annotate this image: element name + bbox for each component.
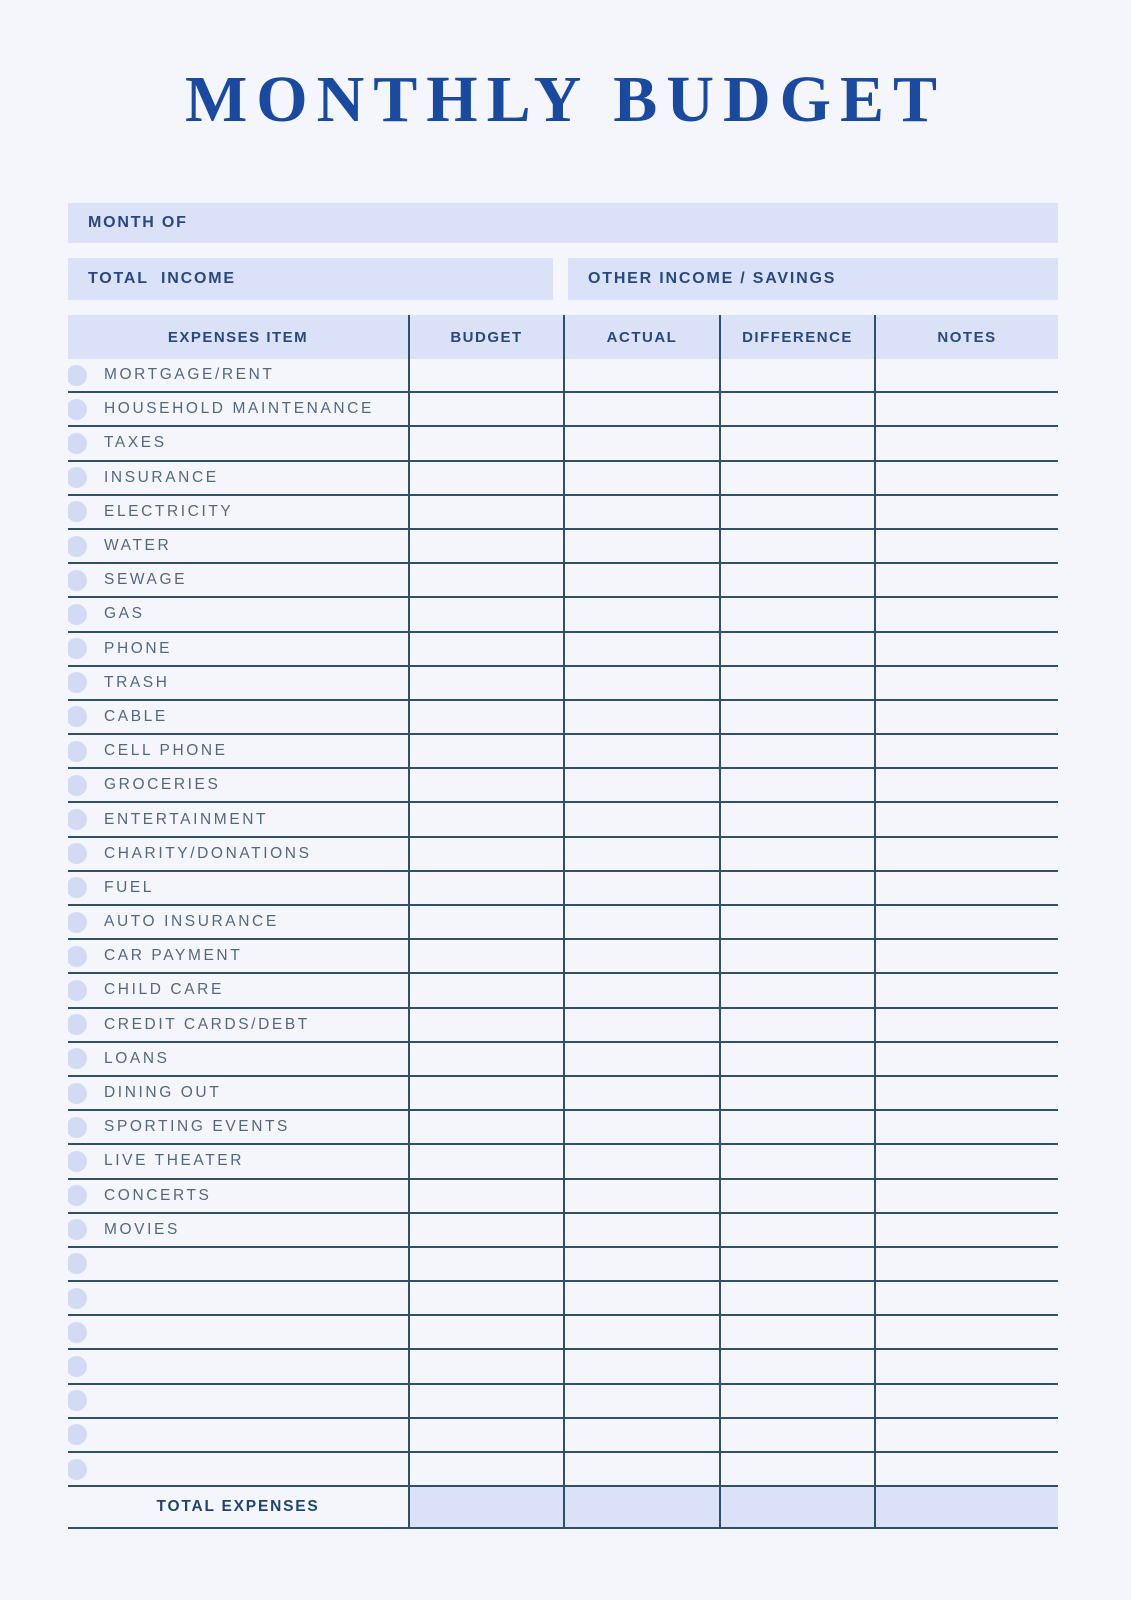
- header-notes: NOTES: [874, 315, 1058, 359]
- expense-item-label: CONCERTS: [104, 1186, 212, 1204]
- notes-cell: [874, 633, 1058, 665]
- actual-cell: [563, 1453, 719, 1485]
- bullet-circle-icon: [68, 809, 87, 830]
- table-row: [68, 803, 1058, 837]
- bullet-circle-icon: [68, 1356, 87, 1377]
- bullet-circle-icon: [68, 1322, 87, 1343]
- budget-cell: [408, 633, 563, 665]
- actual-cell: [563, 872, 719, 904]
- other-income-savings-field: [568, 258, 1058, 300]
- notes-cell: [874, 1316, 1058, 1348]
- difference-cell: [719, 1385, 874, 1417]
- table-row: [68, 1419, 1058, 1453]
- difference-cell: [719, 1111, 874, 1143]
- bullet-circle-icon: [68, 1048, 87, 1069]
- difference-cell: [719, 1214, 874, 1246]
- notes-cell: [874, 1180, 1058, 1212]
- expense-item-label: DINING OUT: [104, 1084, 222, 1102]
- expense-item-cell: [68, 974, 408, 1006]
- expense-item-cell: [68, 427, 408, 459]
- bullet-circle-icon: [68, 1219, 87, 1240]
- expense-item-label: INSURANCE: [104, 468, 219, 486]
- difference-cell: [719, 1145, 874, 1177]
- expense-item-cell: [68, 1248, 408, 1280]
- bullet-circle-icon: [68, 467, 87, 488]
- difference-cell: [719, 427, 874, 459]
- notes-cell: [874, 974, 1058, 1006]
- expense-item-cell: [68, 1214, 408, 1246]
- actual-cell: [563, 974, 719, 1006]
- budget-cell: [408, 1214, 563, 1246]
- expense-item-cell: [68, 393, 408, 425]
- table-row: [68, 598, 1058, 632]
- bullet-circle-icon: [68, 638, 87, 659]
- actual-cell: [563, 1009, 719, 1041]
- bullet-circle-icon: [68, 433, 87, 454]
- table-row: [68, 1248, 1058, 1282]
- budget-cell: [408, 359, 563, 391]
- actual-cell: [563, 633, 719, 665]
- actual-cell: [563, 393, 719, 425]
- budget-cell: [408, 564, 563, 596]
- expense-item-cell: [68, 1350, 408, 1382]
- expense-item-cell: [68, 1145, 408, 1177]
- budget-cell: [408, 1043, 563, 1075]
- bullet-circle-icon: [68, 741, 87, 762]
- total-income-label: TOTAL INCOME: [88, 270, 236, 287]
- expense-item-cell: [68, 1419, 408, 1451]
- difference-cell: [719, 393, 874, 425]
- total-actual-cell: [563, 1487, 719, 1527]
- actual-cell: [563, 427, 719, 459]
- actual-cell: [563, 735, 719, 767]
- difference-cell: [719, 1180, 874, 1212]
- budget-cell: [408, 530, 563, 562]
- expense-item-label: CABLE: [104, 707, 168, 725]
- bullet-circle-icon: [68, 399, 87, 420]
- budget-cell: [408, 769, 563, 801]
- table-row: [68, 1145, 1058, 1179]
- bullet-circle-icon: [68, 536, 87, 557]
- actual-cell: [563, 530, 719, 562]
- difference-cell: [719, 598, 874, 630]
- actual-cell: [563, 803, 719, 835]
- table-row: [68, 667, 1058, 701]
- difference-cell: [719, 1350, 874, 1382]
- actual-cell: [563, 940, 719, 972]
- expense-item-cell: [68, 701, 408, 733]
- difference-cell: [719, 667, 874, 699]
- table-row: [68, 633, 1058, 667]
- expense-item-label: ENTERTAINMENT: [104, 810, 269, 828]
- bullet-circle-icon: [68, 706, 87, 727]
- difference-cell: [719, 735, 874, 767]
- budget-cell: [408, 974, 563, 1006]
- bullet-circle-icon: [68, 1288, 87, 1309]
- notes-cell: [874, 1214, 1058, 1246]
- expense-item-cell: [68, 1009, 408, 1041]
- table-row: [68, 1453, 1058, 1487]
- month-of-field: [68, 203, 1058, 243]
- expense-item-cell: [68, 940, 408, 972]
- expense-item-label: CHILD CARE: [104, 981, 224, 999]
- actual-cell: [563, 1077, 719, 1109]
- table-row: [68, 1009, 1058, 1043]
- expense-item-cell: [68, 462, 408, 494]
- budget-cell: [408, 906, 563, 938]
- expense-item-cell: [68, 359, 408, 391]
- expense-item-label: PHONE: [104, 639, 173, 657]
- difference-cell: [719, 1248, 874, 1280]
- actual-cell: [563, 769, 719, 801]
- table-row: [68, 1111, 1058, 1145]
- bullet-circle-icon: [68, 980, 87, 1001]
- header-actual: ACTUAL: [563, 315, 719, 359]
- notes-cell: [874, 598, 1058, 630]
- expense-item-cell: [68, 1043, 408, 1075]
- total-expenses-row: [68, 1487, 1058, 1529]
- difference-cell: [719, 496, 874, 528]
- budget-cell: [408, 940, 563, 972]
- month-of-label: MONTH OF: [88, 214, 188, 231]
- table-header-row: [68, 315, 1058, 359]
- table-row: [68, 1180, 1058, 1214]
- bullet-circle-icon: [68, 912, 87, 933]
- total-notes-cell: [874, 1487, 1058, 1527]
- expense-item-label: FUEL: [104, 878, 155, 896]
- expense-item-label: MORTGAGE/RENT: [104, 366, 275, 384]
- table-row: [68, 427, 1058, 461]
- expense-item-cell: [68, 769, 408, 801]
- table-row: [68, 1043, 1058, 1077]
- expense-item-cell: [68, 735, 408, 767]
- expense-item-label: HOUSEHOLD MAINTENANCE: [104, 400, 374, 418]
- table-row: [68, 1350, 1058, 1384]
- table-row: [68, 496, 1058, 530]
- notes-cell: [874, 803, 1058, 835]
- notes-cell: [874, 1009, 1058, 1041]
- budget-cell: [408, 1385, 563, 1417]
- budget-cell: [408, 1248, 563, 1280]
- table-row: [68, 974, 1058, 1008]
- actual-cell: [563, 564, 719, 596]
- bullet-circle-icon: [68, 775, 87, 796]
- budget-cell: [408, 701, 563, 733]
- table-row: [68, 1316, 1058, 1350]
- budget-cell: [408, 1419, 563, 1451]
- expense-item-label: ELECTRICITY: [104, 502, 234, 520]
- table-row: [68, 359, 1058, 393]
- actual-cell: [563, 667, 719, 699]
- difference-cell: [719, 701, 874, 733]
- bullet-circle-icon: [68, 672, 87, 693]
- expense-item-label: GROCERIES: [104, 776, 221, 794]
- notes-cell: [874, 769, 1058, 801]
- bullet-circle-icon: [68, 877, 87, 898]
- budget-cell: [408, 1316, 563, 1348]
- notes-cell: [874, 735, 1058, 767]
- difference-cell: [719, 803, 874, 835]
- table-row: [68, 769, 1058, 803]
- expense-item-cell: [68, 598, 408, 630]
- actual-cell: [563, 1111, 719, 1143]
- difference-cell: [719, 564, 874, 596]
- difference-cell: [719, 1043, 874, 1075]
- notes-cell: [874, 940, 1058, 972]
- actual-cell: [563, 462, 719, 494]
- budget-cell: [408, 1453, 563, 1485]
- difference-cell: [719, 462, 874, 494]
- bullet-circle-icon: [68, 1117, 87, 1138]
- budget-cell: [408, 803, 563, 835]
- notes-cell: [874, 496, 1058, 528]
- actual-cell: [563, 838, 719, 870]
- table-row: [68, 1282, 1058, 1316]
- table-row: [68, 701, 1058, 735]
- difference-cell: [719, 1316, 874, 1348]
- expense-item-cell: [68, 906, 408, 938]
- budget-cell: [408, 598, 563, 630]
- difference-cell: [719, 1077, 874, 1109]
- notes-cell: [874, 1043, 1058, 1075]
- notes-cell: [874, 359, 1058, 391]
- actual-cell: [563, 1043, 719, 1075]
- expense-item-label: TAXES: [104, 434, 167, 452]
- actual-cell: [563, 359, 719, 391]
- budget-cell: [408, 735, 563, 767]
- notes-cell: [874, 1111, 1058, 1143]
- table-row: [68, 838, 1058, 872]
- expense-item-label: LIVE THEATER: [104, 1152, 245, 1170]
- actual-cell: [563, 1145, 719, 1177]
- bullet-circle-icon: [68, 946, 87, 967]
- notes-cell: [874, 1077, 1058, 1109]
- notes-cell: [874, 838, 1058, 870]
- actual-cell: [563, 598, 719, 630]
- actual-cell: [563, 1248, 719, 1280]
- bullet-circle-icon: [68, 1390, 87, 1411]
- actual-cell: [563, 496, 719, 528]
- expenses-table: [68, 315, 1058, 1529]
- expense-item-cell: [68, 564, 408, 596]
- notes-cell: [874, 564, 1058, 596]
- table-row: [68, 906, 1058, 940]
- expense-item-cell: [68, 872, 408, 904]
- budget-cell: [408, 1350, 563, 1382]
- expense-item-label: CAR PAYMENT: [104, 947, 243, 965]
- total-budget-cell: [408, 1487, 563, 1527]
- expense-item-cell: [68, 530, 408, 562]
- table-row: [68, 1214, 1058, 1248]
- notes-cell: [874, 872, 1058, 904]
- other-income-savings-label: OTHER INCOME / SAVINGS: [588, 270, 837, 287]
- bullet-circle-icon: [68, 365, 87, 386]
- table-body: [68, 359, 1058, 1487]
- expense-item-label: WATER: [104, 537, 172, 555]
- actual-cell: [563, 1385, 719, 1417]
- notes-cell: [874, 427, 1058, 459]
- difference-cell: [719, 974, 874, 1006]
- bullet-circle-icon: [68, 1014, 87, 1035]
- actual-cell: [563, 1350, 719, 1382]
- expense-item-cell: [68, 1282, 408, 1314]
- notes-cell: [874, 1145, 1058, 1177]
- budget-cell: [408, 1180, 563, 1212]
- difference-cell: [719, 1419, 874, 1451]
- expense-item-cell: [68, 1316, 408, 1348]
- notes-cell: [874, 462, 1058, 494]
- page-title: MONTHLY BUDGET: [184, 63, 947, 136]
- difference-cell: [719, 1453, 874, 1485]
- budget-cell: [408, 1145, 563, 1177]
- expense-item-cell: [68, 838, 408, 870]
- expense-item-cell: [68, 1077, 408, 1109]
- bullet-circle-icon: [68, 1253, 87, 1274]
- table-row: [68, 872, 1058, 906]
- notes-cell: [874, 1453, 1058, 1485]
- table-row: [68, 1077, 1058, 1111]
- expense-item-cell: [68, 1453, 408, 1485]
- actual-cell: [563, 906, 719, 938]
- notes-cell: [874, 1385, 1058, 1417]
- table-row: [68, 1385, 1058, 1419]
- bullet-circle-icon: [68, 570, 87, 591]
- notes-cell: [874, 667, 1058, 699]
- budget-cell: [408, 462, 563, 494]
- bullet-circle-icon: [68, 1424, 87, 1445]
- budget-cell: [408, 496, 563, 528]
- bullet-circle-icon: [68, 604, 87, 625]
- difference-cell: [719, 633, 874, 665]
- expense-item-label: TRASH: [104, 673, 170, 691]
- expense-item-label: CREDIT CARDS/DEBT: [104, 1015, 310, 1033]
- total-expenses-label-cell: [68, 1487, 408, 1527]
- difference-cell: [719, 359, 874, 391]
- total-expenses-label: TOTAL EXPENSES: [156, 1498, 320, 1516]
- table-row: [68, 462, 1058, 496]
- expense-item-label: CHARITY/DONATIONS: [104, 844, 312, 862]
- expense-item-cell: [68, 667, 408, 699]
- total-difference-cell: [719, 1487, 874, 1527]
- expense-item-label: CELL PHONE: [104, 742, 228, 760]
- difference-cell: [719, 872, 874, 904]
- bullet-circle-icon: [68, 843, 87, 864]
- budget-cell: [408, 872, 563, 904]
- difference-cell: [719, 940, 874, 972]
- budget-cell: [408, 1111, 563, 1143]
- actual-cell: [563, 1282, 719, 1314]
- table-row: [68, 393, 1058, 427]
- budget-cell: [408, 393, 563, 425]
- bullet-circle-icon: [68, 1185, 87, 1206]
- notes-cell: [874, 1248, 1058, 1280]
- header-expenses-item: EXPENSES ITEM: [167, 328, 309, 346]
- budget-cell: [408, 667, 563, 699]
- bullet-circle-icon: [68, 1083, 87, 1104]
- difference-cell: [719, 838, 874, 870]
- actual-cell: [563, 1180, 719, 1212]
- bullet-circle-icon: [68, 501, 87, 522]
- expense-item-cell: [68, 1111, 408, 1143]
- difference-cell: [719, 530, 874, 562]
- budget-cell: [408, 838, 563, 870]
- expense-item-cell: [68, 496, 408, 528]
- difference-cell: [719, 1009, 874, 1041]
- bullet-circle-icon: [68, 1151, 87, 1172]
- expense-item-cell: [68, 1180, 408, 1212]
- header-difference: DIFFERENCE: [719, 315, 874, 359]
- bullet-circle-icon: [68, 1459, 87, 1480]
- notes-cell: [874, 701, 1058, 733]
- difference-cell: [719, 1282, 874, 1314]
- notes-cell: [874, 1350, 1058, 1382]
- notes-cell: [874, 1419, 1058, 1451]
- budget-cell: [408, 1077, 563, 1109]
- table-row: [68, 530, 1058, 564]
- budget-cell: [408, 1282, 563, 1314]
- table-row: [68, 940, 1058, 974]
- total-income-field: [68, 258, 553, 300]
- difference-cell: [719, 769, 874, 801]
- actual-cell: [563, 1419, 719, 1451]
- table-row: [68, 735, 1058, 769]
- expense-item-label: GAS: [104, 605, 145, 623]
- expense-item-cell: [68, 633, 408, 665]
- difference-cell: [719, 906, 874, 938]
- expense-item-label: SPORTING EVENTS: [104, 1118, 290, 1136]
- actual-cell: [563, 1214, 719, 1246]
- header-budget: BUDGET: [408, 315, 563, 359]
- expense-item-label: LOANS: [104, 1049, 170, 1067]
- notes-cell: [874, 906, 1058, 938]
- notes-cell: [874, 530, 1058, 562]
- actual-cell: [563, 701, 719, 733]
- expense-item-label: AUTO INSURANCE: [104, 913, 279, 931]
- expense-item-label: SEWAGE: [104, 571, 188, 589]
- expense-item-cell: [68, 803, 408, 835]
- notes-cell: [874, 393, 1058, 425]
- table-row: [68, 564, 1058, 598]
- notes-cell: [874, 1282, 1058, 1314]
- budget-cell: [408, 1009, 563, 1041]
- expense-item-cell: [68, 1385, 408, 1417]
- actual-cell: [563, 1316, 719, 1348]
- budget-cell: [408, 427, 563, 459]
- expense-item-label: MOVIES: [104, 1220, 180, 1238]
